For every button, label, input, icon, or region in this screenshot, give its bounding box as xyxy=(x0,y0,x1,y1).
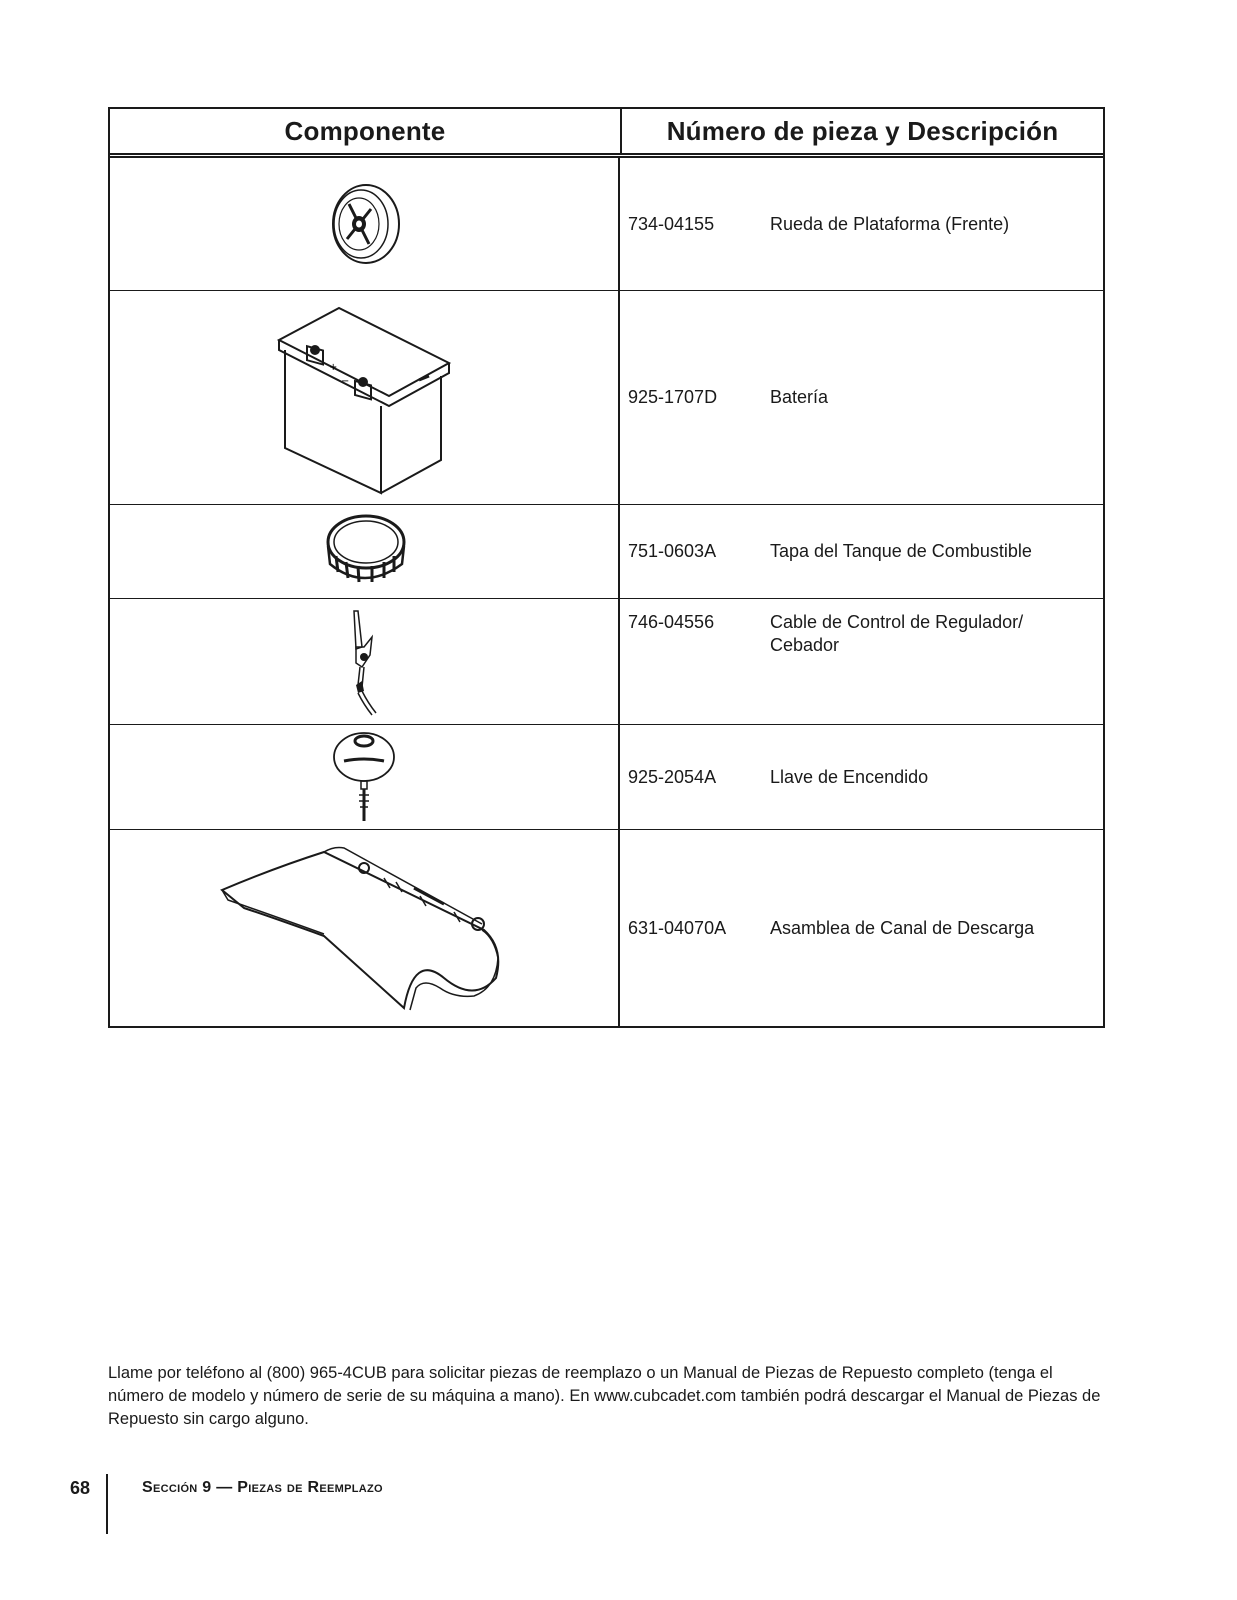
part-number: 925-2054A xyxy=(628,766,717,787)
part-description: Batería xyxy=(770,387,829,407)
part-info xyxy=(620,505,1103,598)
component-image xyxy=(110,158,620,290)
footer-note: Llame por teléfono al (800) 965-4CUB para solicitar piezas de reemplazo o un Manual de Piezas de Repuesto completo (tenga el número de modelo y número de serie de su máquina a mano). En www.cubcadet.com también podrá descargar el Manual de Piezas de Repuesto sin cargo alguno. xyxy=(108,1364,1101,1428)
parts-table xyxy=(108,107,1105,1028)
svg-text:+: + xyxy=(329,361,338,373)
part-number: 734-04155 xyxy=(628,213,715,234)
page-footer xyxy=(70,1474,670,1534)
part-info xyxy=(620,830,1103,1026)
table-row xyxy=(110,830,1103,1026)
part-info xyxy=(620,158,1103,290)
table-header xyxy=(110,109,1103,158)
deck-wheel-icon xyxy=(319,179,409,269)
header-component: Componente xyxy=(110,109,622,153)
table-row xyxy=(110,158,1103,291)
part-description: Llave de Encendido xyxy=(770,766,929,787)
part-number: 631-04070A xyxy=(628,917,727,938)
discharge-chute-icon xyxy=(214,838,514,1018)
component-image xyxy=(110,505,620,598)
footer-divider xyxy=(106,1474,108,1534)
fuel-cap-icon xyxy=(314,512,414,592)
component-image xyxy=(110,599,620,724)
svg-text:−: − xyxy=(341,375,350,387)
part-info xyxy=(620,291,1103,504)
table-row xyxy=(110,505,1103,599)
part-description: Cable de Control de Regulador/ Cebador xyxy=(770,612,1024,655)
component-image xyxy=(110,291,620,504)
component-image xyxy=(110,725,620,829)
part-description: Rueda de Plataforma (Frente) xyxy=(770,213,1010,234)
table-row xyxy=(110,599,1103,725)
part-number: 751-0603A xyxy=(628,541,717,561)
table-row xyxy=(110,291,1103,505)
table-row xyxy=(110,725,1103,830)
page-number: 68 xyxy=(70,1478,91,1498)
header-part-description: Número de pieza y Descripción xyxy=(666,115,1059,146)
control-cable-icon xyxy=(334,607,394,717)
part-number: 746-04556 xyxy=(628,612,715,632)
part-number: 925-1707D xyxy=(628,387,718,407)
section-title: Sección 9 — Piezas de Reemplazo xyxy=(142,1479,383,1496)
part-description: Asamblea de Canal de Descarga xyxy=(770,917,1035,938)
part-info xyxy=(620,599,1103,724)
battery-icon xyxy=(269,298,459,498)
part-description: Tapa del Tanque de Combustible xyxy=(770,541,1032,561)
part-info xyxy=(620,725,1103,829)
component-image xyxy=(110,830,620,1026)
ignition-key-icon xyxy=(324,727,404,827)
